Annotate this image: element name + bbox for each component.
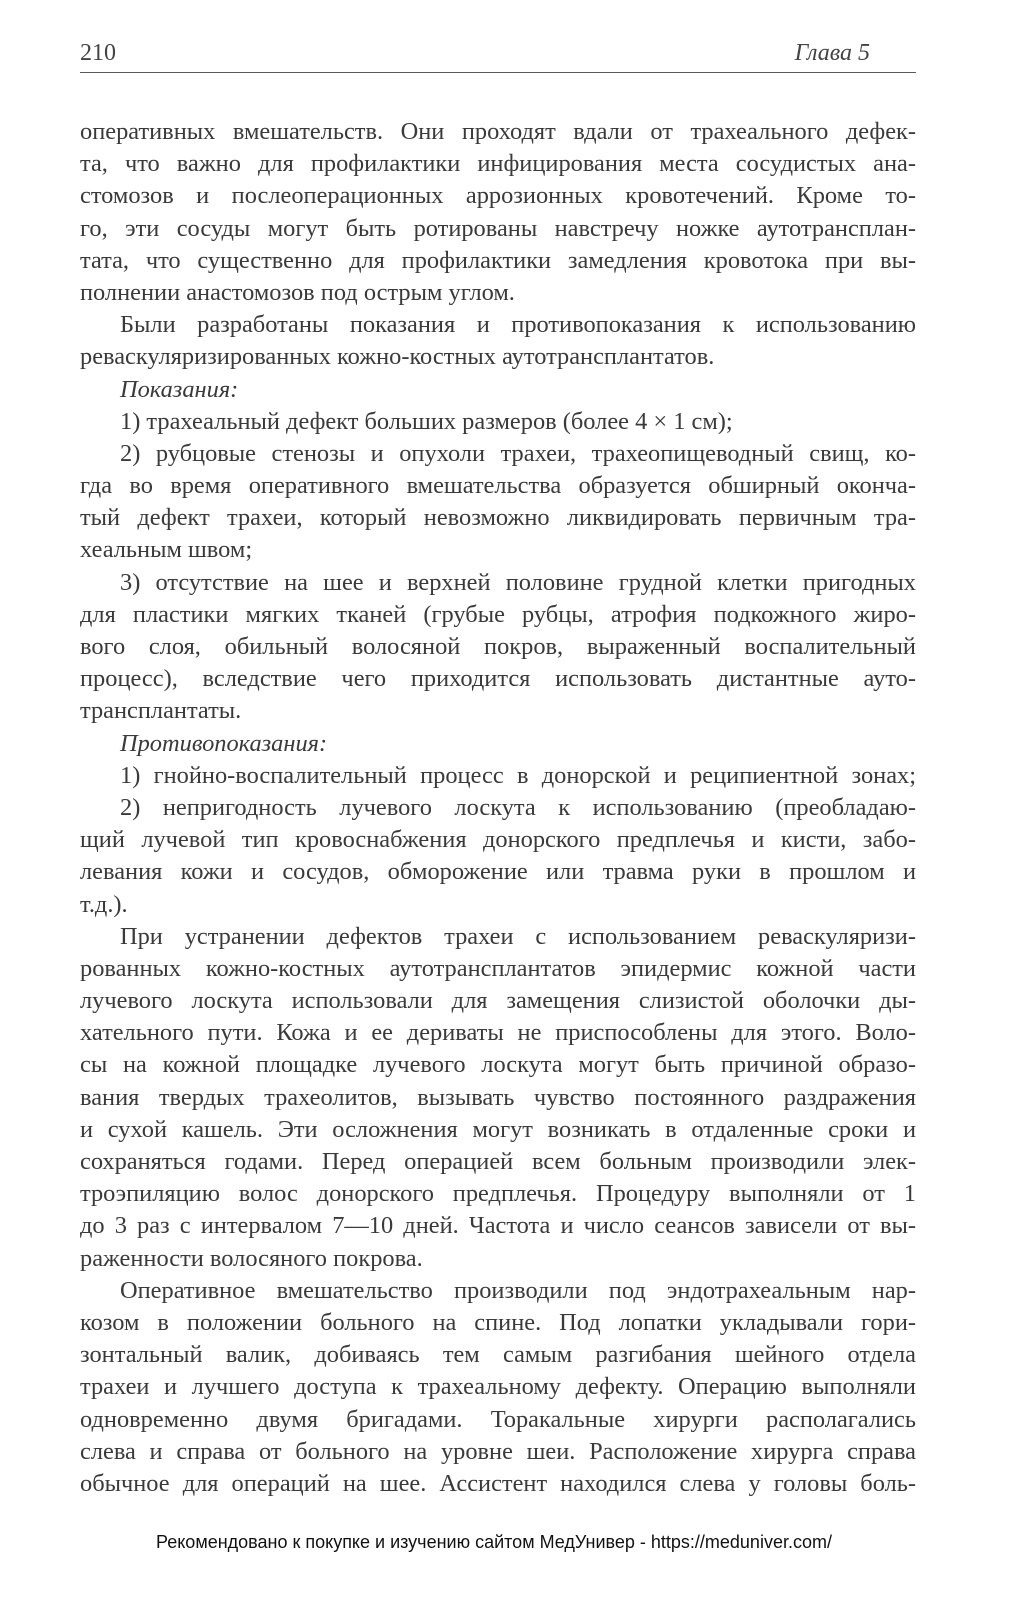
text-line: щий лучевой тип кровоснабжения донорского предплечья и кисти, забо- (80, 826, 916, 854)
list-item: 2) рубцовые стенозы и опухоли трахеи, трахеопищеводный свищ, ко- (120, 439, 916, 467)
section-label-indications: Показания: (120, 375, 239, 403)
text-line: оперативных вмешательств. Они проходят вдали от трахеального дефек- (80, 118, 916, 145)
page-header (80, 38, 916, 73)
footer-watermark (0, 1532, 1011, 1558)
text-line: козом в положении больного на спине. Под лопатки укладывали гори- (80, 1308, 916, 1336)
text-line: процесс), вследствие чего приходится использовать дистантные ауто- (80, 665, 916, 693)
list-item: 2) непригодность лучевого лоскута к использованию (преобладаю- (120, 793, 916, 821)
text-line: тый дефект трахеи, который невозможно ликвидировать первичным тра- (80, 504, 916, 532)
text-line: слева и справа от больного на уровне шеи. Расположение хирурга справа (80, 1437, 916, 1465)
text-line: сохраняться годами. Перед операцией всем больным производили элек- (80, 1148, 916, 1175)
text-line: лучевого лоскута использовали для замещения слизистой оболочки ды- (80, 987, 916, 1015)
text-line: сы на кожной площадке лучевого лоскута могут быть причиной образо- (80, 1051, 916, 1079)
text-line: Оперативное вмешательство производили под эндотрахеальным нар- (120, 1276, 916, 1304)
list-item: 3) отсутствие на шее и верхней половине грудной клетки пригодных (120, 568, 916, 596)
text-line: го, эти сосуды могут быть ротированы навстречу ножке аутотрансплан- (80, 214, 916, 242)
text-line: до 3 раз с интервалом 7—10 дней. Частота и число сеансов зависели от вы- (80, 1212, 916, 1240)
text-line: т.д.). (80, 890, 128, 918)
text-line: и сухой кашель. Эти осложнения могут возникать в отдаленные сроки и (80, 1115, 916, 1143)
text-line: одновременно двумя бригадами. Торакальные хирурги располагались (80, 1405, 916, 1433)
text-line: вания твердых трахеолитов, вызывать чувство постоянного раздражения (80, 1083, 916, 1111)
body-text (80, 116, 916, 1500)
text-line: хательного пути. Кожа и ее дериваты не приспособлены для этого. Воло- (80, 1019, 916, 1047)
text-line: Были разработаны показания и противопоказания к использованию (120, 311, 916, 339)
text-line: та, что важно для профилактики инфицирования места сосудистых ана- (80, 150, 916, 178)
section-label-contraindications: Противопоказания: (120, 729, 328, 757)
text-line: реваскуляризированных кожно-костных аутотрансплантатов. (80, 343, 715, 371)
text-line: левания кожи и сосудов, обморожение или травма руки в прошлом и (80, 858, 916, 886)
text-line: трансплантаты. (80, 697, 242, 725)
text-line: гда во время оперативного вмешательства образуется обширный оконча- (80, 472, 916, 500)
footer-text: Рекомендовано к покупке и изучению сайтом МедУнивер - https://meduniver.com/ (156, 1532, 832, 1552)
text-line: вого слоя, обильный волосяной покров, выраженный воспалительный (80, 633, 916, 660)
page-number: 210 (80, 40, 116, 66)
text-line: троэпиляцию волос донорского предплечья. Процедуру выполняли от 1 (80, 1180, 916, 1208)
text-line: трахеи и лучшего доступа к трахеальному дефекту. Операцию выполняли (80, 1373, 916, 1401)
chapter-title: Глава 5 (794, 40, 870, 66)
text-line: раженности волосяного покрова. (80, 1244, 423, 1272)
list-item: 1) гнойно-воспалительный процесс в донорской и реципиентной зонах; (120, 761, 916, 789)
text-line: полнении анастомозов под острым углом. (80, 278, 515, 306)
list-item: 1) трахеальный дефект больших размеров (более 4 × 1 см); (120, 407, 733, 435)
text-line: стомозов и послеоперационных аррозионных кровотечений. Кроме то- (80, 182, 916, 210)
text-line: хеальным швом; (80, 536, 253, 564)
text-line: зонтальный валик, добиваясь тем самым разгибания шейного отдела (80, 1341, 916, 1369)
text-line: для пластики мягких тканей (грубые рубцы, атрофия подкожного жиро- (80, 600, 916, 628)
text-line: тата, что существенно для профилактики замедления кровотока при вы- (80, 246, 916, 274)
text-line: рованных кожно-костных аутотрансплантатов эпидермис кожной части (80, 954, 916, 982)
text-line: При устранении дефектов трахеи с использованием реваскуляризи- (120, 922, 916, 950)
text-line: обычное для операций на шее. Ассистент находился слева у головы боль- (80, 1469, 916, 1497)
